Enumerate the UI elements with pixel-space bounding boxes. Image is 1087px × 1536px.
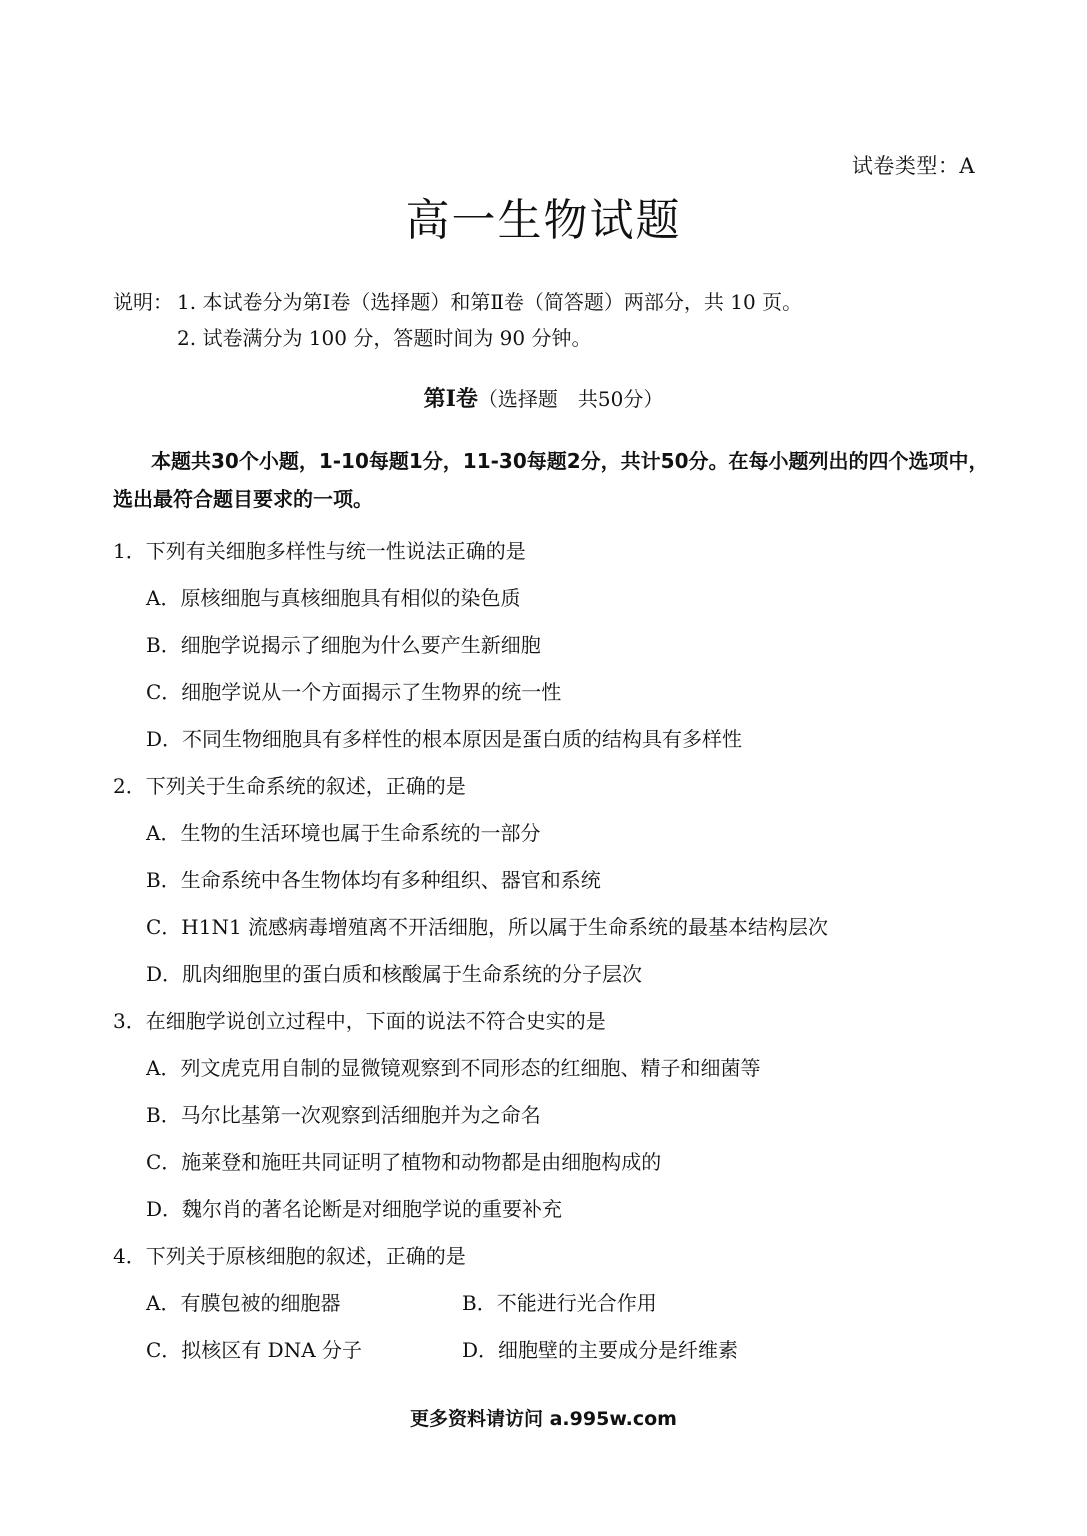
option-a: A．原核细胞与真核细胞具有相似的染色质 (146, 586, 521, 610)
note-line-1 (113, 284, 802, 320)
option-c: C．施莱登和施旺共同证明了植物和动物都是由细胞构成的 (146, 1150, 662, 1174)
option-a: A．有膜包被的细胞器 (146, 1291, 341, 1315)
question-3 (113, 1002, 1013, 1237)
question-4 (113, 1237, 1013, 1378)
note-prefix-empty (113, 320, 177, 356)
question-1 (113, 532, 1013, 767)
section-subtitle: （选择题 共50分） (477, 387, 664, 411)
question-stem: 2．下列关于生命系统的叙述，正确的是 (113, 774, 466, 798)
question-stem: 3．在细胞学说创立过程中，下面的说法不符合史实的是 (113, 1009, 606, 1033)
option-c: C．H1N1 流感病毒增殖离不开活细胞，所以属于生命系统的最基本结构层次 (146, 915, 829, 939)
question-2 (113, 767, 1013, 1002)
note-line-2 (113, 320, 802, 356)
paper-type-label: 试卷类型：A (851, 154, 975, 178)
page-title: 高一生物试题 (405, 195, 682, 246)
option-b: B．马尔比基第一次观察到活细胞并为之命名 (146, 1103, 541, 1127)
note-text-2: 2. 试卷满分为 100 分，答题时间为 90 分钟。 (177, 326, 592, 350)
section-title: 第Ⅰ卷 (423, 386, 478, 412)
option-c: C．细胞学说从一个方面揭示了生物界的统一性 (146, 680, 562, 704)
section-heading (0, 382, 1087, 413)
option-c: C．拟核区有 DNA 分子 (146, 1338, 362, 1362)
option-row-ab (113, 1284, 1013, 1331)
option-a: A．生物的生活环境也属于生命系统的一部分 (146, 821, 541, 845)
option-b: B．不能进行光合作用 (462, 1291, 657, 1315)
option-b: B．细胞学说揭示了细胞为什么要产生新细胞 (146, 633, 541, 657)
note-prefix: 说明： (113, 290, 173, 314)
footer-link-text: 更多资料请访问 a.995w.com (410, 1408, 677, 1430)
option-d: D．肌肉细胞里的蛋白质和核酸属于生命系统的分子层次 (146, 962, 643, 986)
question-stem: 1．下列有关细胞多样性与统一性说法正确的是 (113, 539, 526, 563)
option-d: D．细胞壁的主要成分是纤维素 (462, 1338, 739, 1362)
question-stem: 4．下列关于原核细胞的叙述，正确的是 (113, 1244, 466, 1268)
option-row-cd (113, 1331, 1013, 1378)
option-d: D．魏尔肖的著名论断是对细胞学说的重要补充 (146, 1197, 563, 1221)
note-text-1: 1. 本试卷分为第Ⅰ卷（选择题）和第Ⅱ卷（简答题）两部分，共 10 页。 (177, 290, 803, 314)
section-instruction: 本题共30个小题，1-10每题1分，11-30每题2分，共计50分。在每小题列出的四个选项中，选出最符合题目要求的一项。 (113, 449, 989, 511)
exam-notes (113, 284, 802, 356)
option-a: A．列文虎克用自制的显微镜观察到不同形态的红细胞、精子和细菌等 (146, 1056, 761, 1080)
option-b: B．生命系统中各生物体均有多种组织、器官和系统 (146, 868, 601, 892)
option-d: D．不同生物细胞具有多样性的根本原因是蛋白质的结构具有多样性 (146, 727, 743, 751)
question-list (113, 532, 1013, 1378)
